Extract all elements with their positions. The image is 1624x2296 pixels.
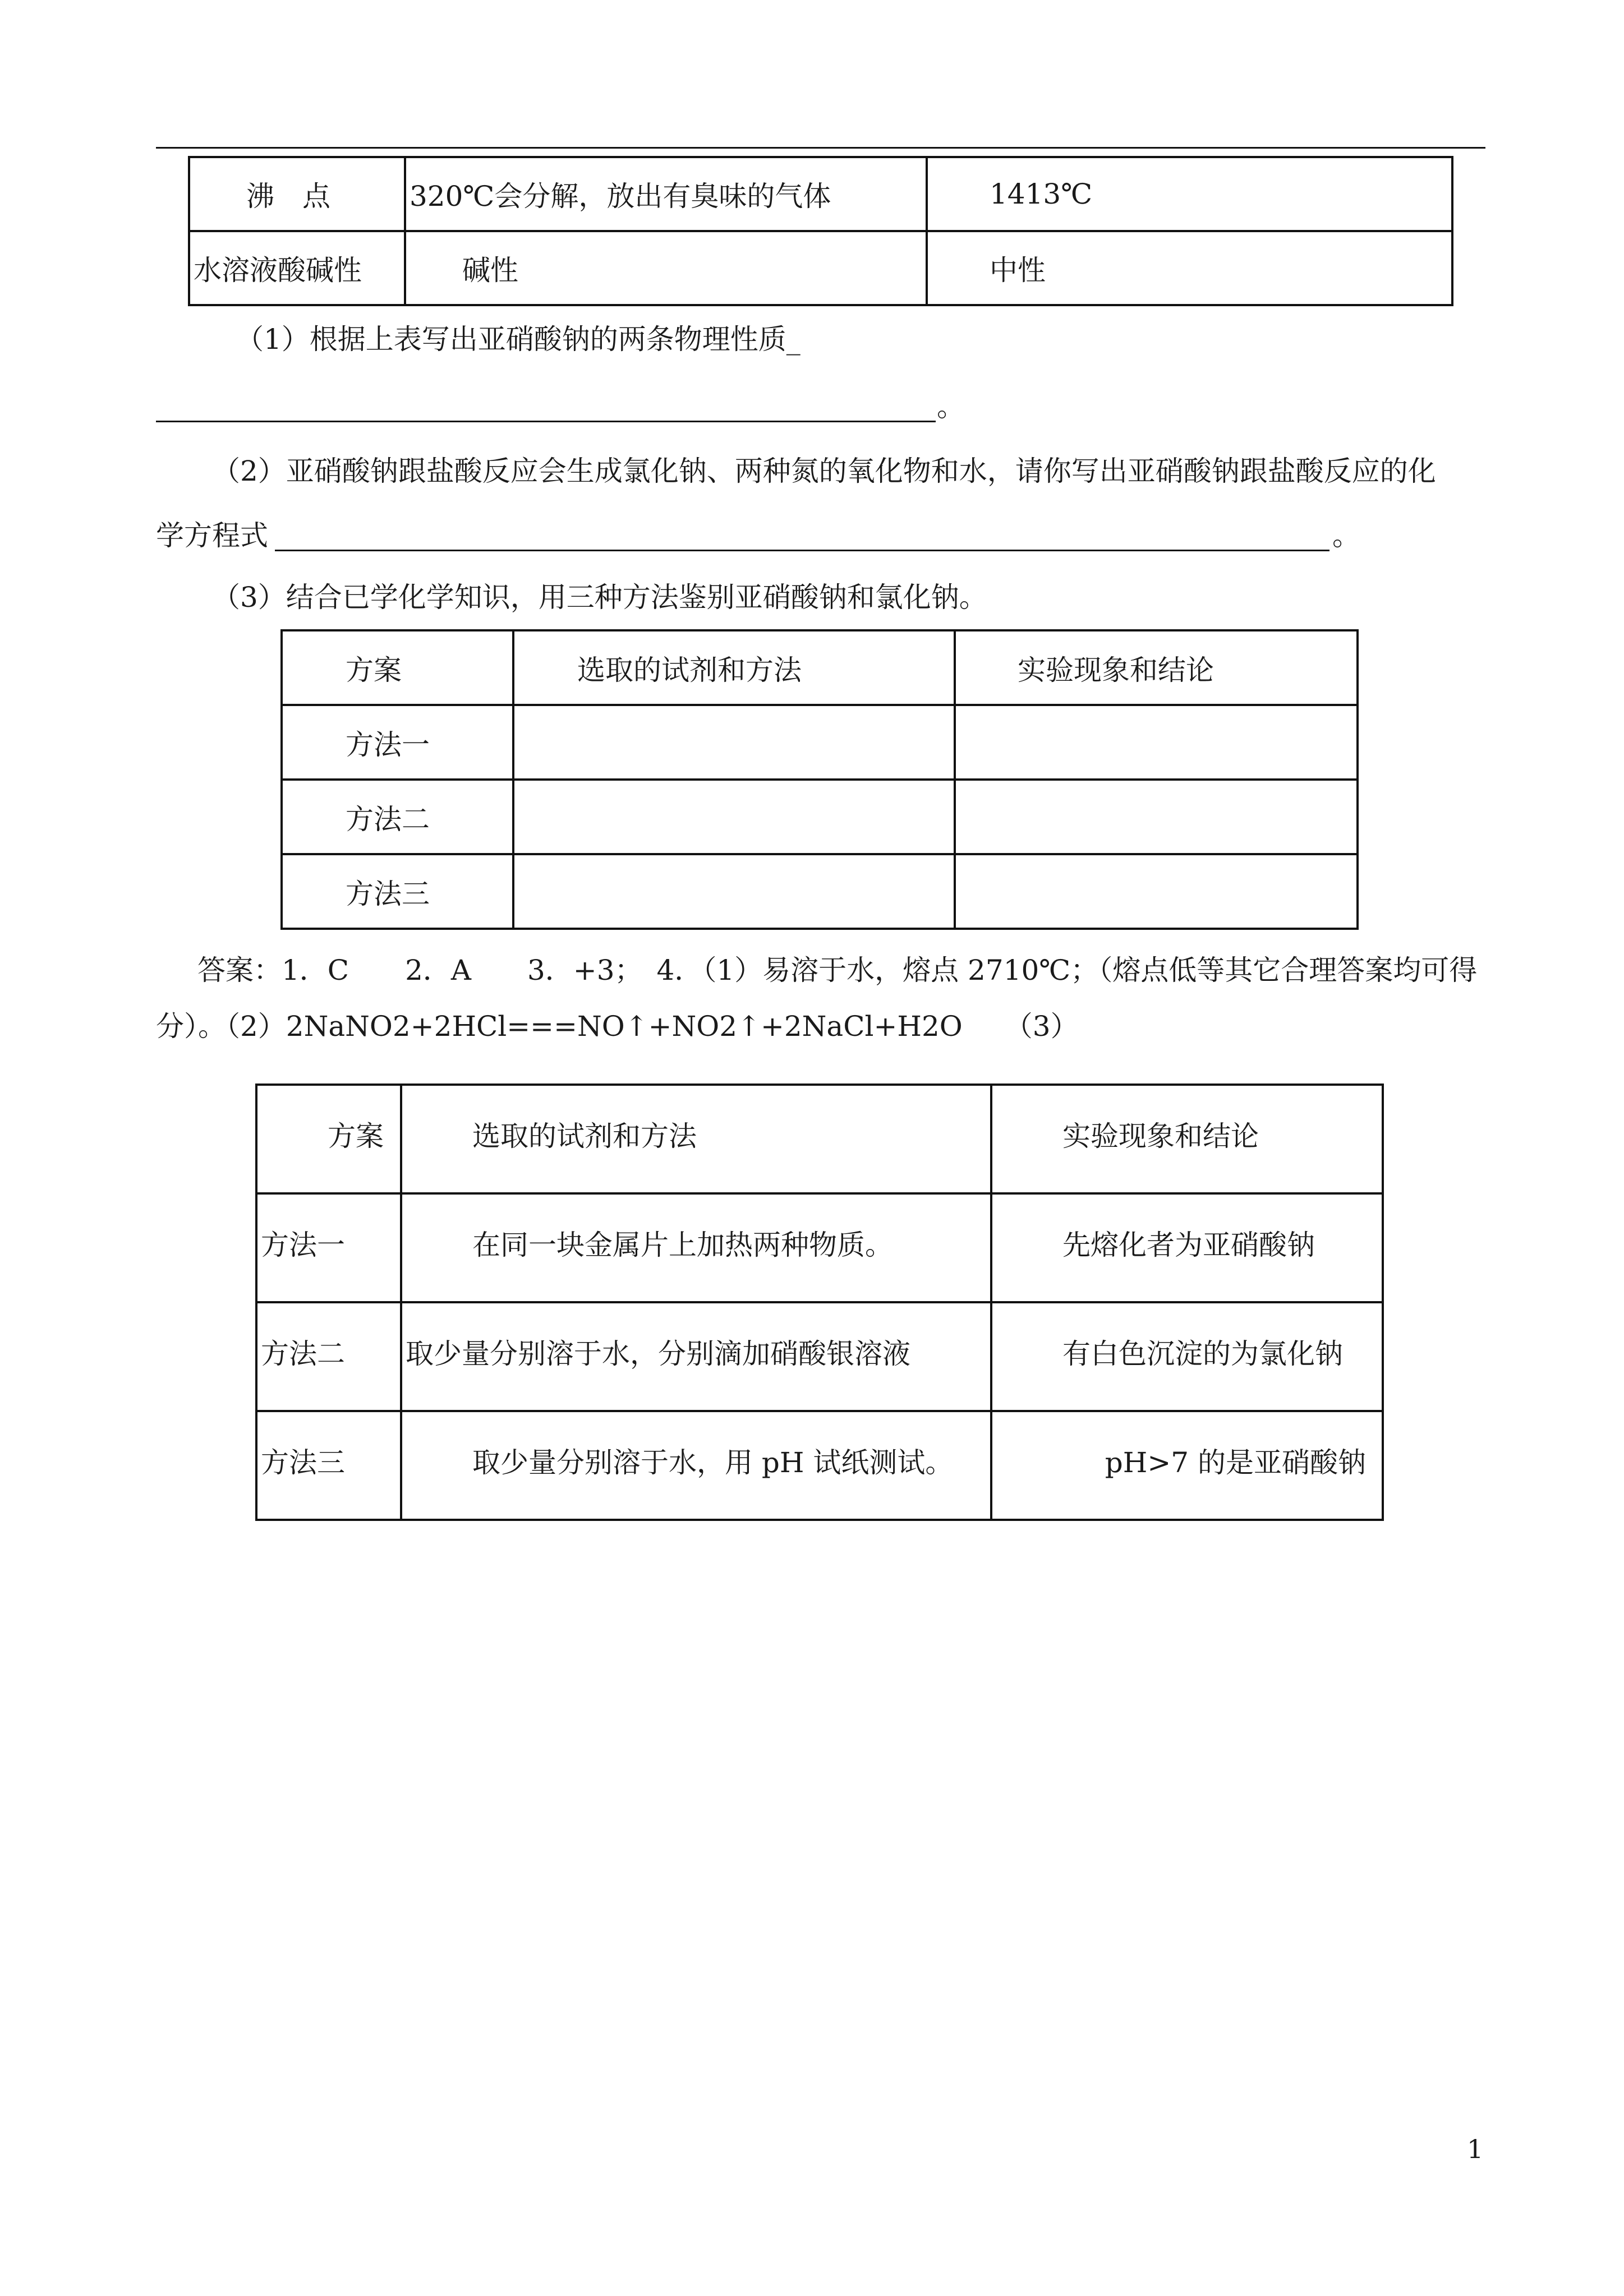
- row-label: 方法二: [282, 780, 513, 854]
- header-cell: 选取的试剂和方法: [401, 1085, 991, 1193]
- answer-blank: [156, 421, 936, 422]
- answer-blank: [275, 550, 1329, 551]
- method-cell: 取少量分别溶于水，分别滴加硝酸银溶液: [401, 1302, 991, 1411]
- answer-table: [255, 1084, 1384, 1521]
- row-label: 方法一: [282, 705, 513, 780]
- page-number: 1: [1467, 2134, 1484, 2164]
- table-cell: 中性: [927, 231, 1452, 305]
- result-cell: 先熔化者为亚硝酸钠: [991, 1193, 1383, 1302]
- row-label: 方法三: [282, 854, 513, 929]
- table-cell: 碱性: [405, 231, 927, 305]
- table-row: [282, 705, 1358, 780]
- row-label: 方法一: [256, 1193, 401, 1302]
- properties-table: [188, 156, 1453, 306]
- header-rule: [156, 147, 1485, 149]
- header-cell: 选取的试剂和方法: [513, 630, 955, 705]
- header-cell: 实验现象和结论: [991, 1085, 1383, 1193]
- row-label: 方法二: [256, 1302, 401, 1411]
- row-label: 水溶液酸碱性: [189, 231, 405, 305]
- table-header-row: [282, 630, 1358, 705]
- empty-cell: [955, 705, 1358, 780]
- answer-line2: 分）。（2）2NaNO2+2HCl===NO↑+NO2↑+2NaCl+H2O （3）: [156, 1010, 1079, 1043]
- result-cell: 有白色沉淀的为氯化钠: [991, 1302, 1383, 1411]
- empty-cell: [955, 780, 1358, 854]
- result-cell: pH>7 的是亚硝酸钠: [991, 1411, 1383, 1520]
- question-1-end: 。: [937, 390, 965, 423]
- table-row: [282, 780, 1358, 854]
- method-cell: 取少量分别溶于水，用 pH 试纸测试。: [401, 1411, 991, 1520]
- table-row: [256, 1302, 1383, 1411]
- table-header-row: [256, 1085, 1383, 1193]
- question-1: （1）根据上表写出亚硝酸钠的两条物理性质_: [236, 323, 801, 356]
- question-2-line1: （2）亚硝酸钠跟盐酸反应会生成氯化钠、两种氮的氧化物和水，请你写出亚硝酸钠跟盐酸反应的化: [212, 455, 1436, 487]
- table-cell: 1413℃: [927, 157, 1452, 231]
- header-cell: 方案: [282, 630, 513, 705]
- blank-methods-table: [280, 629, 1359, 930]
- header-cell: 方案: [256, 1085, 401, 1193]
- header-cell: 实验现象和结论: [955, 630, 1358, 705]
- table-row: [256, 1411, 1383, 1520]
- empty-cell: [955, 854, 1358, 929]
- row-label: 方法三: [256, 1411, 401, 1520]
- question-2-end: 。: [1332, 519, 1360, 552]
- empty-cell: [513, 780, 955, 854]
- table-row: [189, 231, 1452, 305]
- question-3: （3）结合已学化学知识，用三种方法鉴别亚硝酸钠和氯化钠。: [212, 581, 987, 614]
- table-row: [256, 1193, 1383, 1302]
- empty-cell: [513, 705, 955, 780]
- empty-cell: [513, 854, 955, 929]
- table-cell: 320℃会分解，放出有臭味的气体: [405, 157, 927, 231]
- row-label: 沸 点: [189, 157, 405, 231]
- method-cell: 在同一块金属片上加热两种物质。: [401, 1193, 991, 1302]
- question-2-line2: 学方程式: [156, 519, 268, 552]
- answer-line1: 答案：1．C 2．A 3．+3； 4．（1）易溶于水，熔点 2710℃；（熔点低等其它合理答案均可得: [197, 954, 1478, 986]
- table-row: [189, 157, 1452, 231]
- table-row: [282, 854, 1358, 929]
